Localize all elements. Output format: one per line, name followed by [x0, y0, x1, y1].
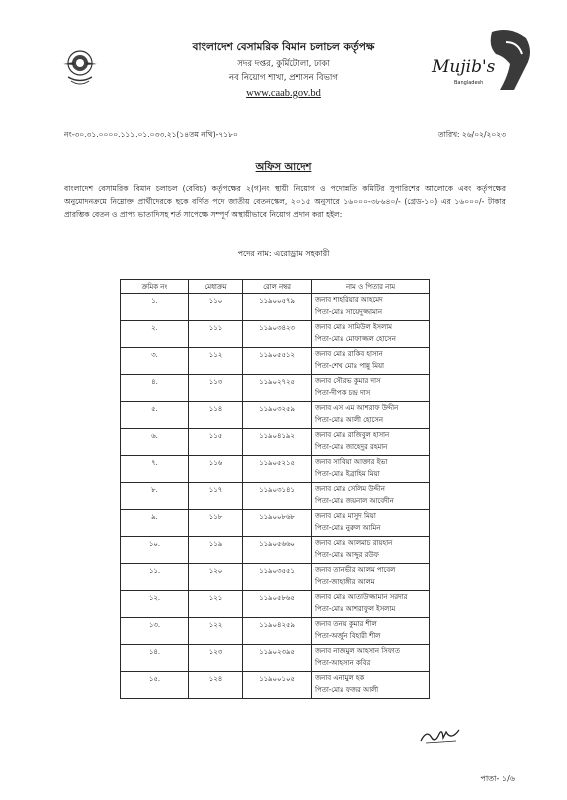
merit-value: ১১৬	[208, 459, 223, 467]
table-row	[121, 429, 430, 456]
header-serial: ক্রমিক নং	[121, 280, 189, 294]
post-name: পদের নাম: এরোড্রাম সহকারী	[237, 249, 330, 258]
memo-number: নং-৩০.৩১.০০০০.১১১.০১.০৩৩.২১(১৪তম নথি)-৭১৮০	[64, 130, 238, 139]
cell-roll	[243, 294, 312, 321]
serial-value: ১২.	[148, 594, 161, 602]
cell-name	[312, 483, 430, 510]
serial-value: ১৩.	[148, 621, 161, 629]
cell-merit	[189, 618, 243, 645]
roll-value: ১১৯০৫৮৬৫	[259, 594, 295, 602]
merit-value: ১১৪	[208, 405, 223, 413]
cell-roll	[243, 537, 312, 564]
father-name: পিতা-মোঃ আলী হোসেন	[315, 416, 383, 424]
merit-value: ১২৩	[208, 648, 223, 656]
cell-serial	[121, 537, 189, 564]
candidate-name: জনাব সাবিয়া আক্তার ইভা	[315, 458, 388, 466]
candidate-name: জনাব সৌরভ কুমার দাস	[315, 377, 381, 385]
cell-roll	[243, 429, 312, 456]
cell-name	[312, 645, 430, 672]
father-name: পিতা-দীপক চন্দ্র দাস	[315, 389, 371, 397]
cell-serial	[121, 375, 189, 402]
cell-name	[312, 294, 430, 321]
table-row	[121, 402, 430, 429]
merit-value: ১২১	[208, 594, 223, 602]
serial-value: ৬.	[151, 432, 158, 440]
cell-merit	[189, 375, 243, 402]
cell-serial	[121, 672, 189, 699]
appointee-table	[120, 279, 430, 699]
cell-name	[312, 456, 430, 483]
cell-merit	[189, 402, 243, 429]
cell-name	[312, 402, 430, 429]
cell-serial	[121, 294, 189, 321]
serial-value: ৪.	[151, 378, 158, 386]
serial-value: ২.	[151, 324, 158, 332]
table-row	[121, 591, 430, 618]
header-name: নাম ও পিতার নাম	[312, 280, 430, 294]
cell-name	[312, 429, 430, 456]
cell-merit	[189, 483, 243, 510]
cell-name	[312, 591, 430, 618]
cell-serial	[121, 510, 189, 537]
memo-date: তারিখ: ২৬/০২/২০২৩	[438, 130, 506, 139]
cell-roll	[243, 402, 312, 429]
candidate-name: জনাব এস এম আশরাফ উদ্দীন	[315, 404, 399, 412]
roll-value: ১১৯০৪২৫৯	[259, 621, 295, 629]
cell-roll	[243, 645, 312, 672]
cell-serial	[121, 618, 189, 645]
table-row	[121, 321, 430, 348]
cell-name	[312, 564, 430, 591]
table-row	[121, 375, 430, 402]
cell-merit	[189, 591, 243, 618]
cell-roll	[243, 321, 312, 348]
cell-roll	[243, 348, 312, 375]
mujib-logo-text: Mujib's	[432, 57, 496, 77]
merit-value: ১১০	[208, 297, 223, 305]
father-name: পিতা-মোঃ জাহেদুর রহমান	[315, 443, 388, 451]
table-row	[121, 645, 430, 672]
candidate-name: জনাব মোঃ রাকিব হাসান	[315, 350, 383, 358]
serial-value: ৮.	[151, 486, 158, 494]
cell-roll	[243, 672, 312, 699]
father-name: পিতা-মোঃ ইব্রাহিম মিয়া	[315, 470, 380, 478]
cell-name	[312, 672, 430, 699]
serial-value: ৩.	[151, 351, 158, 359]
candidate-name: জনাব তানভীর আলম পাবেল	[315, 566, 396, 574]
merit-value: ১১১	[208, 324, 223, 332]
cell-roll	[243, 483, 312, 510]
cell-merit	[189, 510, 243, 537]
roll-value: ১১৯০৩১৪১	[259, 486, 295, 494]
table-body	[121, 294, 430, 699]
header-roll: রোল নম্বর	[243, 280, 312, 294]
cell-merit	[189, 321, 243, 348]
cell-serial	[121, 645, 189, 672]
candidate-name: জনাব শাহরিয়ার আহমেদ	[315, 296, 383, 304]
cell-serial	[121, 591, 189, 618]
roll-value: ১১৯০০৮৬৮	[259, 513, 295, 521]
cell-serial	[121, 321, 189, 348]
father-name: পিতা-শেখ মোঃ পান্নু মিয়া	[315, 362, 385, 370]
roll-value: ১১৯০২৭২৫	[259, 378, 295, 386]
roll-value: ১১৯০৩২৫৯	[259, 405, 295, 413]
roll-value: ১১৯০৩৫৫১	[259, 567, 295, 575]
candidate-name: জনাব মোঃ আলমাচ রায়হান	[315, 539, 393, 547]
roll-value: ১১৯০০১০৫	[259, 675, 295, 683]
father-name: পিতা-আহসান কবির	[315, 659, 371, 667]
roll-value: ১১৯০০৫৭৯	[259, 297, 295, 305]
table-row	[121, 510, 430, 537]
cell-merit	[189, 456, 243, 483]
serial-value: ৭.	[151, 459, 158, 467]
candidate-name: জনাব এনামুল হক	[315, 674, 365, 682]
table-row	[121, 483, 430, 510]
cell-serial	[121, 402, 189, 429]
serial-value: ১৪.	[148, 648, 161, 656]
roll-value: ১১৯০৩৪২৩	[259, 324, 295, 332]
mujib-logo-icon	[430, 28, 540, 100]
candidate-name: জনাব মোঃ রাজিবুল হাসান	[315, 431, 390, 439]
serial-value: ৫.	[151, 405, 158, 413]
candidate-name: জনাব মোঃ সেলিম উদ্দীন	[315, 485, 385, 493]
signature	[418, 726, 462, 746]
document-title	[0, 160, 567, 177]
cell-roll	[243, 510, 312, 537]
serial-value: ১৫.	[148, 675, 161, 683]
serial-value: ১.	[151, 297, 158, 305]
serial-value: ১০.	[148, 540, 161, 548]
cell-serial	[121, 429, 189, 456]
body-paragraph: বাংলাদেশ বেসামরিক বিমান চলাচল (বেবিচ) কর্তৃপক্ষের ২(গ)নং স্থায়ী নিয়োগ ও পদোন্নতি কমিটির সুপারিশের আলোকে এবং কর্তৃপক্ষের অনুমোদনক্রমে নিম্নোক্ত প্রার্থীদেরকে ছকে বর্ণিত পদে জাতীয় বেতনস্কেল, ২০১৫ অনুসারে ১৬০০০-৩৮৬৪০/- (গ্রেড-১০) এর ১৬০০০/- টাকার প্রারম্ভিক বেতন ও প্রাপ্য ভাতাদিসহ শর্ত সাপেক্ষে সম্পূর্ণ অস্থায়ীভাবে নিয়োগ প্রদান করা হইল:	[64, 184, 506, 219]
section-name: নব নিয়োগ শাখা, প্রশাসন বিভাগ	[229, 73, 338, 83]
roll-value: ১১৯০২৩৯৫	[259, 648, 295, 656]
merit-value: ১১৩	[208, 378, 223, 386]
organization-name: বাংলাদেশ বেসামরিক বিমান চলাচল কর্তৃপক্ষ	[192, 41, 375, 53]
merit-value: ১২০	[208, 567, 223, 575]
table-row	[121, 294, 430, 321]
candidate-name: জনাব মোঃ সামিউল ইসলাম	[315, 323, 392, 331]
roll-value: ১১৯০৪১৯২	[259, 432, 295, 440]
roll-value: ১১৯০৫৫১২	[259, 351, 295, 359]
candidate-name: জনাব নাজমুল আহসান সিফাত	[315, 647, 400, 655]
table-row	[121, 456, 430, 483]
cell-name	[312, 537, 430, 564]
mujib-logo-subtext: Bangladesh	[454, 80, 484, 86]
roll-value: ১১৯০৫৬৬০	[259, 540, 295, 548]
serial-value: ৯.	[151, 513, 158, 521]
table-header-row	[121, 280, 430, 294]
father-name: পিতা-অর্জুন বিহারী শীল	[315, 632, 381, 640]
table-row	[121, 672, 430, 699]
cell-serial	[121, 456, 189, 483]
cell-merit	[189, 564, 243, 591]
father-name: পিতা-মোঃ মোফাজ্জল হোসেন	[315, 335, 396, 343]
cell-roll	[243, 564, 312, 591]
serial-value: ১১.	[148, 567, 161, 575]
father-name: পিতা-মোঃ ফজর আলী	[315, 686, 379, 694]
cell-merit	[189, 645, 243, 672]
table-row	[121, 537, 430, 564]
cell-merit	[189, 294, 243, 321]
cell-roll	[243, 375, 312, 402]
merit-value: ১১৯	[208, 540, 223, 548]
cell-name	[312, 618, 430, 645]
candidate-name: জনাব মোঃ মাসুদ মিয়া	[315, 512, 376, 520]
headquarters-address: সদর দপ্তর, কুর্মিটোলা, ঢাকা	[237, 59, 330, 69]
cell-serial	[121, 564, 189, 591]
cell-roll	[243, 618, 312, 645]
cell-name	[312, 348, 430, 375]
page-number: পাতা- ১/৬	[480, 774, 515, 783]
merit-value: ১২৪	[208, 675, 223, 683]
header-merit: মেধাক্রম	[189, 280, 243, 294]
cell-merit	[189, 537, 243, 564]
memo-reference-row	[64, 130, 506, 144]
cell-serial	[121, 483, 189, 510]
cell-name	[312, 321, 430, 348]
cell-name	[312, 510, 430, 537]
cell-merit	[189, 348, 243, 375]
cell-roll	[243, 591, 312, 618]
father-name: পিতা-মোঃ আশরাফুল ইসলাম	[315, 605, 396, 613]
father-name: পিতা-জাহাঙ্গীর আলম	[315, 578, 375, 586]
cell-merit	[189, 429, 243, 456]
website-link[interactable]: www.caab.gov.bd	[246, 88, 321, 99]
merit-value: ১২২	[208, 621, 223, 629]
cell-merit	[189, 672, 243, 699]
candidate-name: জনাব তনয় কুমার শীল	[315, 620, 377, 628]
merit-value: ১১৭	[208, 486, 223, 494]
letterhead	[0, 0, 567, 108]
father-name: পিতা-মোঃ জয়নাল আবেদীন	[315, 497, 394, 505]
father-name: পিতা-মোঃ আব্দুর রউফ	[315, 551, 379, 559]
cell-roll	[243, 456, 312, 483]
merit-value: ১১৮	[208, 513, 223, 521]
merit-value: ১১২	[208, 351, 223, 359]
roll-value: ১১৯০৫২১৫	[259, 459, 295, 467]
table-row	[121, 564, 430, 591]
table-row	[121, 618, 430, 645]
father-name: পিতা-মোঃ সায়েদুজ্জামান	[315, 308, 382, 316]
candidate-name: জনাব মোঃ আতাউজ্জামান সরদার	[315, 593, 408, 601]
document-title-text: অফিস আদেশ	[255, 162, 312, 173]
cell-name	[312, 375, 430, 402]
merit-value: ১১৫	[208, 432, 223, 440]
father-name: পিতা-মোঃ নুরুল আমিন	[315, 524, 381, 532]
table-row	[121, 348, 430, 375]
cell-serial	[121, 348, 189, 375]
